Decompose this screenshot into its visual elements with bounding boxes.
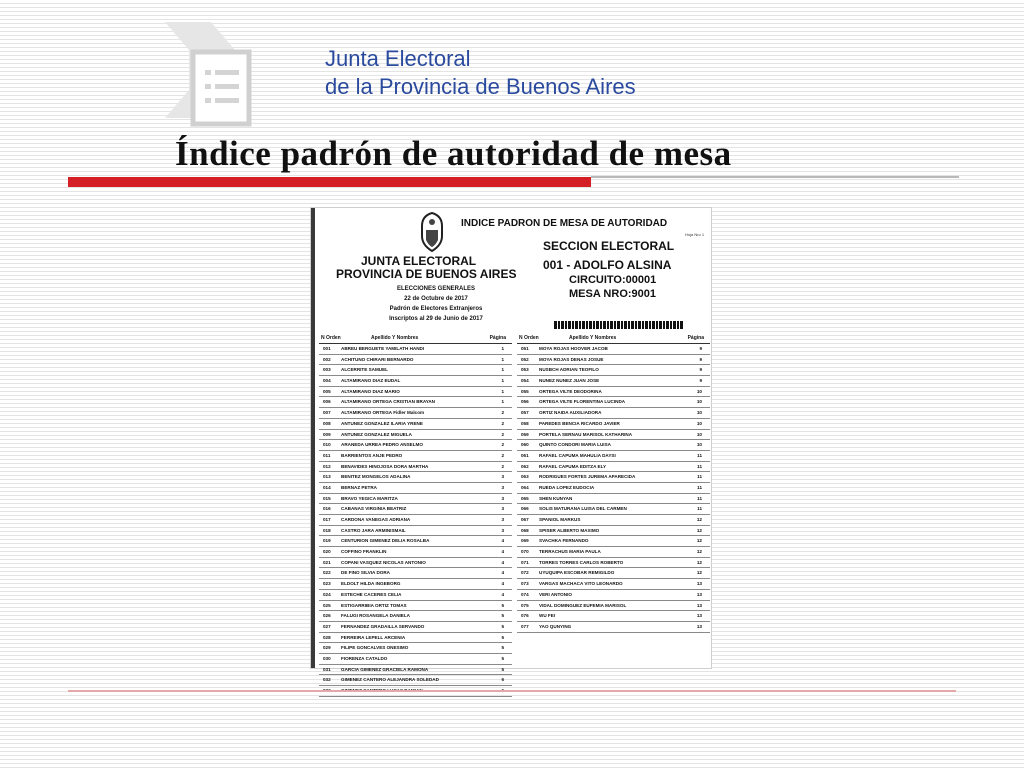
table-row	[319, 451, 512, 462]
cell-orden: 059	[521, 431, 529, 437]
cell-orden: 054	[521, 378, 529, 384]
cell-nombre: BRAVO YEGICA MARITZA	[341, 495, 398, 501]
cell-orden: 005	[323, 388, 331, 394]
cell-orden: 053	[521, 367, 529, 373]
table-row	[517, 472, 710, 483]
cell-nombre: BENITEZ MONGELOS ADALINA	[341, 474, 411, 480]
table-row	[517, 494, 710, 505]
cell-pagina: 1	[501, 356, 504, 362]
cell-pagina: 5	[501, 645, 504, 651]
cell-pagina: 11	[697, 474, 702, 480]
cell-nombre: SVACHKA FERNANDO	[539, 538, 589, 544]
document-page-note: Hoja Nro 1	[685, 232, 705, 237]
table-row	[517, 568, 710, 579]
cell-nombre: YAO QUNYING	[539, 623, 572, 629]
table-header	[319, 334, 512, 344]
cell-nombre: WU FEI	[539, 613, 556, 619]
table-row	[319, 355, 512, 366]
cell-nombre: BERNAZ PETRA	[341, 484, 377, 490]
cell-nombre: BENAVIDES HINOJOSA DORA MARTHA	[341, 463, 429, 469]
cell-pagina: 1	[501, 367, 504, 373]
cell-nombre: ALTAMIRANO DIAZ EUDAL	[341, 378, 401, 384]
cell-pagina: 9	[699, 346, 702, 351]
cell-orden: 006	[323, 399, 331, 405]
cell-orden: 014	[323, 484, 331, 490]
inscriptos-label: Inscriptos al 29 de Junio de 2017	[389, 316, 483, 322]
table-row	[319, 494, 512, 505]
cell-nombre: ALCERRITE SAMUEL	[341, 367, 388, 373]
cell-orden: 015	[323, 495, 331, 501]
cell-nombre: MOYA ROJAS DENAS JOSUE	[539, 356, 604, 362]
cell-pagina: 2	[501, 431, 504, 437]
table-row	[517, 622, 710, 633]
table-row	[319, 419, 512, 430]
cell-pagina: 5	[501, 602, 504, 608]
cell-orden: 028	[323, 634, 331, 640]
cell-orden: 032	[323, 677, 331, 683]
cell-nombre: SHEN KUNYAN	[539, 495, 573, 501]
cell-nombre: RODRIGUES FORTES JUREMA APARECIDA	[539, 474, 636, 480]
cell-nombre: CARDONA VANEGAS ADRIANA	[341, 517, 411, 522]
cell-pagina: 10	[696, 399, 702, 405]
cell-pagina: 3	[501, 495, 504, 501]
cell-nombre: FERREIRA LEPELL ARCENIA	[341, 634, 406, 640]
cell-pagina: 13	[696, 613, 702, 619]
cell-nombre: ORTEGA VILTE FLORENTINA LUCINDA	[539, 399, 626, 405]
cell-orden: 060	[521, 442, 529, 448]
cell-nombre: TORRES TORRES CARLOS ROBERTO	[539, 559, 624, 565]
table-row	[319, 504, 512, 515]
cell-pagina: 1	[501, 346, 504, 351]
cell-pagina: 5	[501, 623, 504, 629]
cell-orden: 058	[521, 420, 529, 426]
cell-nombre: NUNEZ NUNEZ JUAN JOSE	[539, 378, 600, 384]
table-row	[319, 547, 512, 558]
table-row	[517, 579, 710, 590]
table-row	[517, 387, 710, 398]
table-row	[319, 536, 512, 547]
cell-orden: 001	[323, 346, 331, 351]
cell-pagina: 4	[501, 549, 504, 555]
table-row	[517, 526, 710, 537]
cell-pagina: 2	[501, 452, 504, 458]
cell-nombre: RAFAEL CAPUMA MAHULIA DAYSI	[539, 452, 616, 458]
fecha-label: 22 de Octubre de 2017	[404, 296, 468, 302]
cell-pagina: 1	[501, 399, 504, 405]
col-nombre: Apellido Y Nombres	[371, 335, 419, 341]
cell-orden: 024	[323, 591, 331, 597]
cell-orden: 074	[521, 591, 529, 597]
table-row	[319, 430, 512, 441]
table-row	[319, 462, 512, 473]
junta-heading-1: JUNTA ELECTORAL	[361, 254, 477, 268]
cell-orden: 011	[323, 452, 331, 458]
table-row	[517, 462, 710, 473]
cell-pagina: 5	[501, 634, 504, 640]
table-row	[517, 515, 710, 526]
col-orden: N Orden	[519, 335, 539, 341]
circuito-label: CIRCUITO:00001	[569, 274, 657, 286]
cell-orden: 068	[521, 527, 529, 533]
cell-orden: 030	[323, 655, 331, 661]
cell-pagina: 13	[696, 581, 702, 587]
table-row	[319, 483, 512, 494]
table-row	[319, 568, 512, 579]
cell-orden: 022	[323, 570, 331, 576]
cell-orden: 075	[521, 602, 529, 608]
org-line-1: Junta Electoral	[325, 46, 471, 71]
table-row	[319, 365, 512, 376]
cell-nombre: ANTUNEZ GONZALEZ MIGUELA	[341, 431, 412, 437]
title-underline-accent	[68, 177, 591, 187]
cell-pagina: 12	[696, 538, 702, 544]
cell-pagina: 5	[501, 655, 504, 661]
cell-orden: 066	[521, 506, 529, 512]
cell-orden: 073	[521, 581, 529, 587]
cell-pagina: 13	[696, 602, 702, 608]
col-orden: N Orden	[321, 335, 341, 341]
title-underline-rule	[591, 176, 959, 178]
cell-nombre: PAREDES BENCIA RICARDO JAVIER	[539, 420, 620, 426]
cell-orden: 055	[521, 388, 529, 394]
cell-pagina: 9	[699, 378, 702, 384]
cell-nombre: RUEDA LOPEZ EUDOCIA	[539, 484, 595, 490]
table-header	[517, 334, 710, 344]
cell-orden: 018	[323, 527, 331, 533]
padron-label: Padrón de Electores Extranjeros	[389, 306, 483, 312]
cell-pagina: 2	[501, 410, 504, 416]
table-row	[517, 590, 710, 601]
table-row	[319, 622, 512, 633]
cell-orden: 019	[323, 538, 331, 544]
cell-nombre: ESTECHE CACERES CELIA	[341, 591, 402, 597]
cell-pagina: 12	[696, 549, 702, 555]
table-row	[319, 526, 512, 537]
cell-orden: 072	[521, 570, 529, 576]
table-row	[319, 472, 512, 483]
cell-nombre: CENTURION GIMENEZ DELIA ROSALBA	[341, 538, 430, 544]
table-row	[319, 387, 512, 398]
padron-document-image	[310, 207, 712, 683]
cell-pagina: 10	[696, 388, 702, 394]
cell-pagina: 3	[501, 484, 504, 490]
table-row	[517, 355, 710, 366]
document-title: INDICE PADRON DE MESA DE AUTORIDAD	[461, 218, 668, 229]
col-pagina: Página	[489, 335, 506, 341]
table-row	[517, 419, 710, 430]
cell-nombre: SPISER ALBERTO MAXIMO	[539, 527, 600, 533]
cell-orden: 067	[521, 517, 529, 522]
cell-pagina: 5	[501, 613, 504, 619]
cell-nombre: SOLIS MATURANA LUISA DEL CARMEN	[539, 506, 627, 512]
eleccion-label: ELECCIONES GENERALES	[396, 286, 475, 292]
cell-pagina: 12	[696, 517, 702, 522]
cell-pagina: 12	[696, 570, 702, 576]
cell-nombre: ALTAMIRANO DIAZ MARIO	[341, 388, 400, 394]
cell-orden: 061	[521, 452, 529, 458]
seccion-label: SECCION ELECTORAL	[543, 239, 675, 253]
cell-orden: 020	[323, 549, 331, 555]
table-body-right	[517, 344, 710, 633]
cell-nombre: RAFAEL CAPUMA EDITZA ELY	[539, 463, 607, 469]
table-body-left	[319, 344, 512, 697]
cell-nombre: ABREU BERGUETE YAMILATH HANDI	[341, 346, 425, 351]
table-row	[517, 504, 710, 515]
table-row	[319, 590, 512, 601]
cell-nombre: ORTIZ NAIDA AUXILIADORA	[539, 410, 602, 416]
cell-pagina: 2	[501, 442, 504, 448]
cell-pagina: 10	[696, 420, 702, 426]
cell-nombre: VARGAS MACHACA VITO LEONARDO	[539, 581, 623, 587]
cell-nombre: NUSBCH ADRIAN TEOFILO	[539, 367, 599, 373]
distrito-label: 001 - ADOLFO ALSINA	[543, 258, 672, 272]
cell-orden: 029	[323, 645, 331, 651]
slide-title: Índice padrón de autoridad de mesa	[175, 134, 732, 173]
cell-orden: 071	[521, 559, 529, 565]
cell-orden: 013	[323, 474, 331, 480]
cell-pagina: 10	[696, 442, 702, 448]
cell-orden: 012	[323, 463, 331, 469]
table-row	[319, 344, 512, 355]
cell-nombre: FIORENZA CATALDO	[341, 655, 388, 661]
cell-orden: 002	[323, 356, 331, 362]
cell-pagina: 11	[697, 452, 702, 458]
cell-nombre: GARCIA GIMENEZ GRACIELA RAMONA	[341, 666, 429, 672]
cell-nombre: ESTIGARRIBIA ORTIZ TOMAS	[341, 602, 407, 608]
cell-orden: 031	[323, 666, 331, 672]
cell-orden: 056	[521, 399, 529, 405]
table-row	[319, 515, 512, 526]
cell-pagina: 3	[501, 517, 504, 522]
barcode	[554, 321, 684, 329]
cell-nombre: COFFINO FRANKLIN	[341, 549, 387, 555]
index-table-left	[319, 334, 512, 697]
org-line-2: de la Provincia de Buenos Aires	[325, 74, 636, 99]
cell-orden: 063	[521, 474, 529, 480]
cell-nombre: FERNANDEZ GRADAILLA SERVANDO	[341, 623, 425, 629]
cell-nombre: CABANAS VIRGINIA BEATRIZ	[341, 506, 407, 512]
cell-nombre: ACHITUNO CHIRARI BERNARDO	[341, 356, 414, 362]
cell-pagina: 4	[501, 538, 504, 544]
table-row	[319, 611, 512, 622]
document-edge	[311, 208, 315, 668]
table-row	[319, 665, 512, 676]
cell-nombre: MOYA ROJAS HOOVER JACOB	[539, 346, 608, 351]
table-row	[517, 408, 710, 419]
cell-nombre: ELDOLT HILDA INGEBORG	[341, 581, 401, 587]
organization-header	[325, 45, 636, 101]
cell-orden: 069	[521, 538, 529, 544]
table-row	[319, 408, 512, 419]
cell-nombre: ORTEGA VILTE DEODORINA	[539, 388, 602, 394]
cell-pagina: 11	[697, 463, 702, 469]
cell-orden: 008	[323, 420, 331, 426]
cell-orden: 076	[521, 613, 529, 619]
cell-pagina: 4	[501, 591, 504, 597]
table-row	[319, 654, 512, 665]
cell-pagina: 2	[501, 420, 504, 426]
table-row	[517, 430, 710, 441]
cell-nombre: ARANEDA URREA PEDRO ANSELMO	[341, 442, 423, 448]
cell-pagina: 10	[696, 431, 702, 437]
cell-orden: 051	[521, 346, 529, 351]
cell-nombre: COPANI VASQUEZ NICOLAS ANTONIO	[341, 559, 426, 565]
cell-nombre: BARRIENTOS ANJE PEDRO	[341, 452, 403, 458]
cell-nombre: VIDAL DOMINGUEZ EUFEMIA MARISOL	[539, 602, 627, 608]
cell-pagina: 9	[699, 356, 702, 362]
cell-orden: 004	[323, 378, 331, 384]
table-row	[517, 601, 710, 612]
cell-nombre: SPANIOL MARKUS	[539, 517, 581, 522]
cell-orden: 007	[323, 410, 331, 416]
cell-nombre: TERRACHUS MARIA PAULA	[539, 549, 601, 555]
cell-nombre: ALTAMIRANO ORTEGA CRISTIAN BRAYAN	[341, 399, 436, 405]
cell-orden: 065	[521, 495, 529, 501]
cell-nombre: ANTUNEZ GONZALEZ ILARIA YRENE	[341, 420, 423, 426]
mesa-label: MESA NRO:9001	[569, 288, 657, 300]
cell-pagina: 3	[501, 527, 504, 533]
cell-pagina: 4	[501, 581, 504, 587]
col-pagina: Página	[687, 335, 704, 341]
cell-nombre: GIMENEZ CANTERO ALEJANDRA SOLEDAD	[341, 677, 439, 683]
cell-orden: 057	[521, 410, 529, 416]
cell-pagina: 13	[696, 591, 702, 597]
cell-pagina: 5	[501, 666, 504, 672]
table-row	[319, 643, 512, 654]
cell-orden: 025	[323, 602, 331, 608]
cell-pagina: 12	[696, 527, 702, 533]
cell-nombre: DE FINO SILVIA DORA	[341, 570, 391, 576]
cell-pagina: 11	[697, 495, 702, 501]
cell-nombre: FILIPE GONCALVES ONESIMO	[341, 645, 409, 651]
cell-pagina: 6	[501, 677, 504, 683]
junta-heading-2: PROVINCIA DE BUENOS AIRES	[336, 267, 517, 281]
table-row	[319, 397, 512, 408]
cell-orden: 003	[323, 367, 331, 373]
table-row	[517, 547, 710, 558]
table-row	[517, 397, 710, 408]
cell-orden: 064	[521, 484, 529, 490]
index-table-right	[517, 334, 710, 633]
cell-pagina: 12	[696, 559, 702, 565]
cell-orden: 021	[323, 559, 331, 565]
table-row	[517, 344, 710, 355]
footer-rule	[68, 690, 956, 692]
table-row	[319, 633, 512, 644]
table-row	[319, 558, 512, 569]
table-row	[319, 376, 512, 387]
cell-orden: 052	[521, 356, 529, 362]
cell-pagina: 3	[501, 474, 504, 480]
table-row	[517, 451, 710, 462]
cell-pagina: 4	[501, 559, 504, 565]
junta-electoral-logo-icon	[163, 20, 258, 130]
provincial-shield-icon	[419, 212, 445, 252]
cell-pagina: 10	[696, 410, 702, 416]
cell-pagina: 9	[699, 367, 702, 373]
cell-orden: 062	[521, 463, 529, 469]
table-row	[319, 601, 512, 612]
cell-pagina: 3	[501, 506, 504, 512]
table-row	[319, 579, 512, 590]
table-row	[517, 611, 710, 622]
table-row	[517, 376, 710, 387]
cell-pagina: 1	[501, 378, 504, 384]
table-row	[517, 536, 710, 547]
cell-nombre: UYUQUIPA ESCOBAR REMIGILDO	[539, 570, 615, 576]
cell-pagina: 1	[501, 388, 504, 394]
cell-nombre: QUINTO CONDORI MARIA LUISA	[539, 442, 611, 448]
cell-orden: 070	[521, 549, 529, 555]
table-row	[517, 483, 710, 494]
cell-orden: 010	[323, 442, 331, 448]
table-row	[319, 440, 512, 451]
cell-orden: 017	[323, 517, 331, 522]
cell-nombre: ALTAMIRANO ORTEGA Fidler Malcom	[341, 410, 425, 416]
cell-pagina: 13	[696, 623, 702, 629]
col-nombre: Apellido Y Nombres	[569, 335, 617, 341]
table-row	[319, 675, 512, 686]
cell-pagina: 11	[697, 484, 702, 490]
table-row	[517, 440, 710, 451]
cell-orden: 027	[323, 623, 331, 629]
table-row	[517, 558, 710, 569]
cell-orden: 023	[323, 581, 331, 587]
table-row	[517, 365, 710, 376]
cell-pagina: 4	[501, 570, 504, 576]
cell-orden: 077	[521, 623, 529, 629]
cell-nombre: FALUGI ROSANGELA DANIELA	[341, 613, 410, 619]
cell-nombre: PORTELA SERNAU MARISOL KATHARINA	[539, 431, 633, 437]
cell-orden: 009	[323, 431, 331, 437]
cell-orden: 016	[323, 506, 331, 512]
cell-nombre: CASTRO JARA ARMINISMAIL	[341, 527, 406, 533]
cell-orden: 026	[323, 613, 331, 619]
cell-nombre: VERI ANTONIO	[539, 591, 572, 597]
cell-pagina: 2	[501, 463, 504, 469]
cell-pagina: 11	[697, 506, 702, 512]
